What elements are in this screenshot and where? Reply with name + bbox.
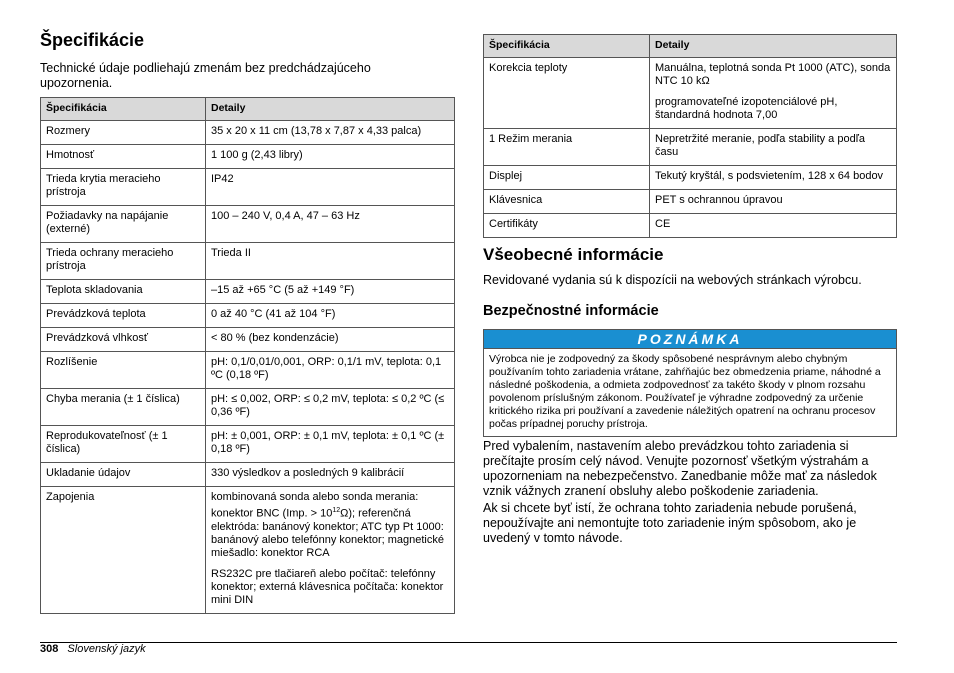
safety-paragraph-1: Pred vybalením, nastavením alebo prevádzkou tohto zariadenia si prečítajte prosím celý návod. Venujte pozornosť všetkým výstrahám a upozorneniam na nebezpečenstvo. Zanedbanie môže mať za následok vznik vážnych zranení obsluhy alebo poškodenie zariadenia.: [483, 439, 877, 498]
detail-cell: [206, 280, 455, 304]
detail-paragraph: Trieda II: [211, 247, 251, 259]
detail-cell: [650, 58, 897, 129]
table-row: [41, 243, 455, 280]
detail-cell: [206, 463, 455, 487]
page-number: 308: [40, 643, 59, 655]
detail-paragraph: Nepretržité meranie, podľa stability a podľa času: [655, 133, 866, 158]
table-row: [41, 389, 455, 426]
general-info-heading: Všeobecné informácie: [483, 245, 664, 264]
table-row: [41, 328, 455, 352]
detail-paragraph: RS232C pre tlačiareň alebo počítač: telefónny konektor; externá klávesnica počítača: konektor mini DIN: [211, 567, 444, 606]
detail-cell: [206, 206, 455, 243]
detail-cell: [206, 169, 455, 206]
table-row: [41, 169, 455, 206]
detail-cell: [650, 129, 897, 166]
safety-paragraph-2: Ak si chcete byť istí, že ochrana tohto zariadenia nebude porušená, nepoužívajte ani nemontujte toto zariadenie iným spôsobom, ako je uvedený v tomto návode.: [483, 501, 857, 545]
detail-paragraph: Tekutý kryštál, s podsvietením, 128 x 64 bodov: [655, 170, 884, 182]
spec-cell: Rozmery: [41, 121, 206, 145]
notice-text: Výrobca nie je zodpovedný za škody spôsobené nesprávnym alebo chybným používaním tohto zariadenia vrátane, zahŕňajúc bez obmedzenia priame, náhodné a následné poškodenia, a odmieta zodpovednosť za takéto škody v plnom rozsahu povolenom príslušným zákonom. Používateľ je výhradne zodpovedný za určenie kritického rizika pri používaní a zavedenie náležitých opatrení na ochranu procesov počas prípadnej poruchy prístroja.: [484, 348, 896, 436]
spec-cell: Teplota skladovania: [41, 280, 206, 304]
detail-cell: [650, 214, 897, 238]
detail-cell: [206, 352, 455, 389]
footer-divider: [40, 642, 897, 643]
footer-language: Slovenský jazyk: [67, 643, 146, 655]
detail-cell: [206, 121, 455, 145]
spec-cell: Požiadavky na napájanie (externé): [41, 206, 206, 243]
detail-cell: [206, 487, 455, 614]
detail-paragraph: pH: ≤ 0,002, ORP: ≤ 0,2 mV, teplota: ≤ 0,2 ºC (≤ 0,36 ºF): [211, 393, 445, 418]
header-detail: Detaily: [650, 35, 897, 58]
spec-cell: Prevádzková vlhkosť: [41, 328, 206, 352]
spec-cell: Certifikáty: [484, 214, 650, 238]
detail-cell: [650, 166, 897, 190]
table-row: [41, 426, 455, 463]
table-row: [41, 206, 455, 243]
detail-paragraph: PET s ochrannou úpravou: [655, 194, 783, 206]
spec-cell: Trieda ochrany meracieho prístroja: [41, 243, 206, 280]
spec-cell: Zapojenia: [41, 487, 206, 614]
intro-text: Technické údaje podliehajú zmenám bez predchádzajúceho upozornenia.: [40, 61, 371, 90]
detail-paragraph: 100 – 240 V, 0,4 A, 47 – 63 Hz: [211, 210, 360, 222]
detail-cell: [206, 426, 455, 463]
detail-paragraph: kombinovaná sonda alebo sonda merania: konektor BNC (Imp. > $10^{12}\Omega$); referenčná elektróda: banánový konektor; ATC typ Pt 1000: banánový alebo telefónny konektor; magnetické miešadlo: konektor RCA: [211, 491, 444, 559]
detail-paragraph: –15 až +65 °C (5 až +149 °F): [211, 284, 355, 296]
detail-paragraph: pH: ± 0,001, ORP: ± 0,1 mV, teplota: ± 0,1 ºC (± 0,18 ºF): [211, 430, 445, 455]
detail-paragraph: pH: 0,1/0,01/0,001, ORP: 0,1/1 mV, teplota: 0,1 ºC (0,18 ºF): [211, 356, 442, 381]
table-row: [484, 214, 897, 238]
detail-paragraph: 0 až 40 °C (41 až 104 °F): [211, 308, 336, 320]
spec-cell: Hmotnosť: [41, 145, 206, 169]
footer: [40, 643, 146, 655]
notice-box: [483, 329, 897, 437]
spec-cell: Reprodukovateľnosť (± 1 číslica): [41, 426, 206, 463]
table-row: [41, 352, 455, 389]
detail-paragraph: 330 výsledkov a posledných 9 kalibrácií: [211, 467, 405, 479]
detail-paragraph: < 80 % (bez kondenzácie): [211, 332, 339, 344]
spec-cell: Chyba merania (± 1 číslica): [41, 389, 206, 426]
detail-paragraph: 35 x 20 x 11 cm (13,78 x 7,87 x 4,33 palca): [211, 125, 422, 137]
page-title: Špecifikácie: [40, 30, 145, 50]
detail-cell: [206, 389, 455, 426]
spec-table-left: [40, 97, 455, 614]
table-row: [41, 304, 455, 328]
header-detail: Detaily: [206, 98, 455, 121]
table-row: [41, 280, 455, 304]
table-row: [41, 145, 455, 169]
detail-paragraph: programovateľné izopotenciálové pH, štandardná hodnota 7,00: [655, 96, 838, 121]
safety-info-heading: Bezpečnostné informácie: [483, 303, 659, 319]
header-spec: Špecifikácia: [484, 35, 650, 58]
header-spec: Špecifikácia: [41, 98, 206, 121]
spec-cell: Klávesnica: [484, 190, 650, 214]
detail-paragraph: Manuálna, teplotná sonda Pt 1000 (ATC), sonda NTC 10 kΩ: [655, 62, 891, 87]
detail-cell: [206, 145, 455, 169]
spec-table-right: [483, 34, 897, 238]
spec-cell: 1 Režim merania: [484, 129, 650, 166]
detail-cell: [650, 190, 897, 214]
detail-paragraph: CE: [655, 218, 671, 230]
table-row: [41, 121, 455, 145]
spec-cell: Rozlíšenie: [41, 352, 206, 389]
detail-cell: [206, 304, 455, 328]
table-row: [484, 166, 897, 190]
detail-cell: [206, 243, 455, 280]
spec-cell: Ukladanie údajov: [41, 463, 206, 487]
detail-paragraph: 1 100 g (2,43 libry): [211, 149, 303, 161]
table-row: [41, 487, 455, 614]
detail-paragraph: IP42: [211, 173, 234, 185]
spec-cell: Displej: [484, 166, 650, 190]
table-row: [484, 58, 897, 129]
notice-label: POZNÁMKA: [484, 330, 896, 348]
spec-cell: Prevádzková teplota: [41, 304, 206, 328]
table-row: [484, 129, 897, 166]
table-row: [41, 463, 455, 487]
general-info-text: Revidované vydania sú k dispozícii na webových stránkach výrobcu.: [483, 273, 862, 287]
table-row: [484, 190, 897, 214]
detail-cell: [206, 328, 455, 352]
spec-cell: Korekcia teploty: [484, 58, 650, 129]
spec-cell: Trieda krytia meracieho prístroja: [41, 169, 206, 206]
